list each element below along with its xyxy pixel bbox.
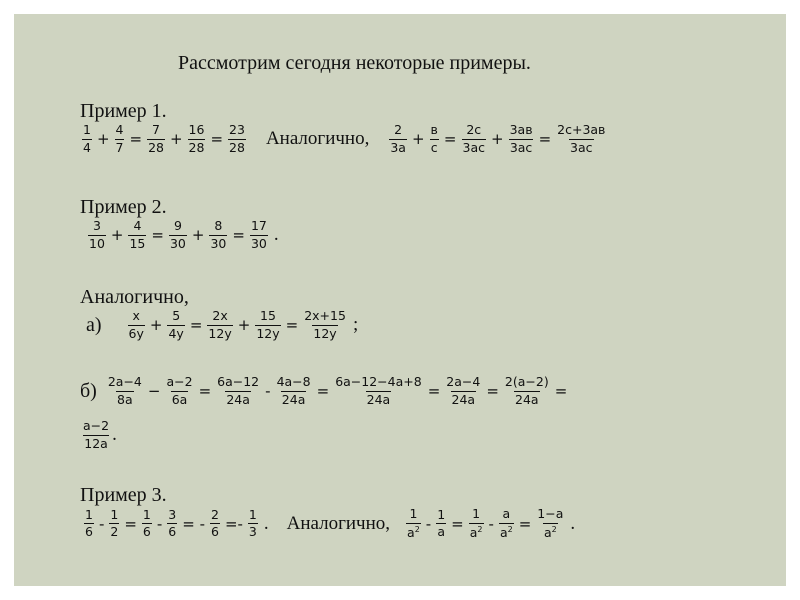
fraction: $\frac{1}{2}$ [110, 506, 119, 539]
analog-word: Аналогично, [286, 512, 391, 534]
fraction: $\frac{15}{12y}$ [256, 308, 280, 341]
example-3-heading: Пример 3. [80, 484, 167, 506]
period: . [273, 224, 279, 245]
fraction: $\frac{1}{а^2}$ [407, 506, 420, 540]
operator: = [554, 382, 568, 400]
operator: = [427, 382, 441, 400]
fraction: $\frac{2с+3ав}{3ас}$ [557, 122, 606, 155]
fraction: $\frac{1}{6}$ [142, 506, 151, 539]
operator: - [425, 514, 432, 533]
operator: = [518, 514, 532, 533]
fraction: $\frac{3ав}{3ас}$ [509, 122, 533, 155]
operator: + [191, 226, 205, 244]
item-b-label: б) [80, 379, 97, 402]
fraction: $\frac{а-2}{6а}$ [166, 374, 193, 407]
example-2-line [86, 220, 283, 250]
fraction: $\frac{2а-4}{8а}$ [107, 374, 142, 407]
example-1-heading: Пример 1. [80, 100, 167, 122]
fraction: $\frac{в}{с}$ [430, 122, 438, 155]
fraction: $\frac{а-2}{12а}$ [83, 418, 110, 451]
fraction: $\frac{17}{30}$ [250, 218, 267, 251]
fraction: $\frac{4а-8}{24а}$ [276, 374, 311, 407]
operator: + [237, 316, 251, 334]
operator: = [129, 130, 143, 148]
operator: − [147, 382, 161, 400]
fraction: $\frac{2}{6}$ [210, 506, 219, 539]
fraction: $\frac{7}{28}$ [148, 122, 164, 155]
example-1-line [80, 124, 608, 154]
analog-word: Аналогично, [265, 128, 370, 149]
fraction: $\frac{4}{7}$ [115, 122, 124, 155]
operator: + [149, 316, 163, 334]
fraction: $\frac{16}{28}$ [188, 122, 205, 155]
operator: + [169, 130, 183, 148]
fraction: $\frac{23}{28}$ [229, 122, 245, 155]
analog-heading: Аналогично, [80, 286, 189, 308]
fraction: $\frac{8}{30}$ [210, 218, 227, 251]
operator: = [124, 514, 137, 533]
operator: =- [224, 514, 243, 533]
fraction: $\frac{1}{а}$ [437, 506, 446, 539]
fraction: $\frac{2x}{12y}$ [208, 308, 232, 341]
item-a-label: а) [86, 313, 102, 336]
operator: = [486, 382, 499, 400]
operator: = [232, 226, 245, 244]
fraction: $\frac{а}{а^2}$ [499, 506, 513, 540]
operator: + [110, 226, 124, 244]
fraction: $\frac{2x+15}{12y}$ [304, 308, 346, 341]
fraction: $\frac{2}{3а}$ [390, 122, 406, 155]
operator: = [316, 382, 330, 400]
analog-a-line [86, 310, 362, 340]
operator: - [98, 514, 105, 533]
fraction: $\frac{5}{4y}$ [168, 308, 184, 341]
operator: - [488, 514, 494, 533]
operator: = [189, 316, 203, 334]
fraction: $\frac{1}{6}$ [85, 506, 93, 539]
fraction: $\frac{1}{4}$ [83, 122, 91, 155]
operator: = [451, 514, 464, 533]
fraction: $\frac{6а-12-4а+8}{24а}$ [335, 374, 422, 407]
example-3-line [82, 508, 579, 539]
fraction: $\frac{3}{6}$ [168, 506, 177, 539]
period: . [263, 512, 269, 534]
operator: = [285, 316, 299, 334]
operator: + [411, 130, 425, 148]
period: . [112, 424, 117, 445]
analog-b-line [80, 376, 570, 406]
fraction: $\frac{2а-4}{24а}$ [446, 374, 481, 407]
operator: = [210, 130, 224, 148]
operator: - [156, 514, 163, 533]
operator: = [443, 130, 457, 148]
fraction: $\frac{2(а-2)}{24а}$ [504, 374, 549, 407]
fraction: $\frac{9}{30}$ [169, 218, 186, 251]
fraction: $\frac{2с}{3ас}$ [462, 122, 485, 155]
operator: + [491, 130, 504, 148]
operator: = - [182, 514, 205, 533]
fraction: $\frac{1}{3}$ [248, 506, 257, 539]
operator: + [96, 130, 110, 148]
operator: = [198, 382, 212, 400]
analog-b-line-2 [80, 420, 121, 450]
operator: = [538, 130, 552, 148]
semicolon: ; [352, 314, 359, 335]
fraction: $\frac{1-а}{а^2}$ [537, 506, 564, 540]
fraction: $\frac{3}{10}$ [89, 218, 105, 251]
operator: = [151, 226, 164, 244]
operator: - [265, 382, 271, 400]
slide-title: Рассмотрим сегодня некоторые примеры. [178, 52, 531, 74]
fraction: $\frac{1}{а^2}$ [469, 506, 483, 540]
fraction: $\frac{4}{15}$ [129, 218, 146, 251]
fraction: $\frac{6а-12}{24а}$ [217, 374, 260, 407]
example-2-heading: Пример 2. [80, 196, 167, 218]
period: . [570, 512, 576, 534]
fraction: $\frac{x}{6y}$ [128, 308, 144, 341]
